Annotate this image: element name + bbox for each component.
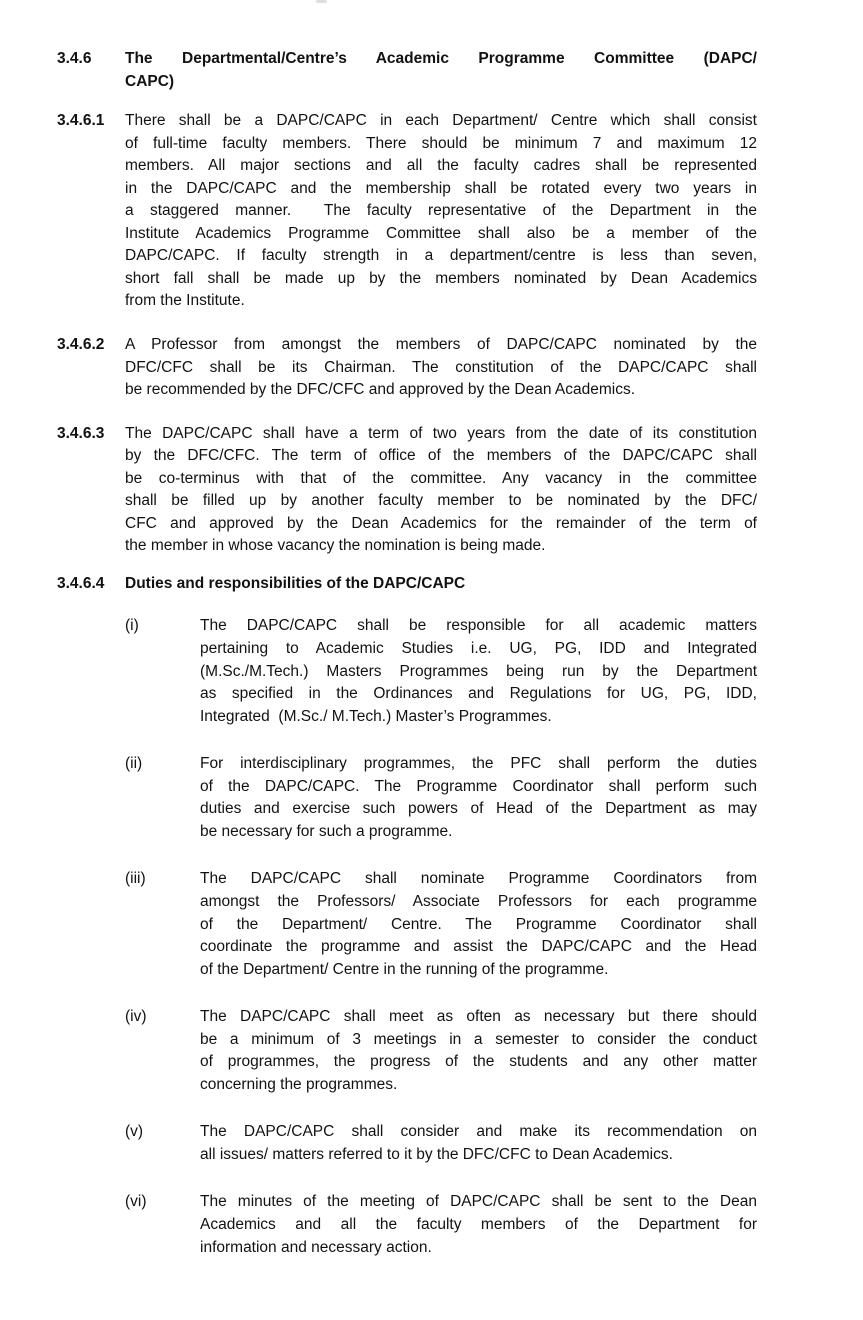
clause-line: DFC/CFC shall be its Chairman. The constitution of the DAPC/CAPC shall — [125, 358, 757, 376]
list-item-line: be necessary for such a programme. — [200, 822, 453, 840]
list-item-line: information and necessary action. — [200, 1238, 432, 1256]
clause-body — [125, 334, 757, 402]
clause-line: A Professor from amongst the members of DAPC/CAPC nominated by the — [125, 336, 757, 354]
list-item-line: Academics and all the faculty members of the Department for — [200, 1215, 757, 1233]
section-heading — [57, 48, 757, 93]
clause-line: short fall shall be made up by the members nominated by Dean Academics — [125, 269, 757, 287]
clause-line: The DAPC/CAPC shall have a term of two years from the date of its constitution — [125, 424, 757, 442]
section-heading-text — [125, 48, 757, 93]
clause-line: be recommended by the DFC/CFC and approved by the Dean Academics. — [125, 381, 636, 399]
list-item — [125, 1191, 757, 1259]
clause-body — [125, 423, 757, 558]
list-item-text — [200, 1006, 757, 1096]
clause-line: be co-terminus with that of the committee. Any vacancy in the committee — [125, 469, 757, 487]
list-item-text — [200, 868, 757, 981]
clause-line: from the Institute. — [125, 292, 245, 310]
list-item-marker: (v) — [125, 1123, 144, 1141]
clause-3-4-6-2 — [57, 334, 757, 402]
clause-line: the member in whose vacancy the nomination is being made. — [125, 537, 546, 555]
list-item-line: all issues/ matters referred to it by the DFC/CFC to Dean Academics. — [200, 1145, 673, 1163]
list-item — [125, 615, 757, 728]
clause-body — [125, 110, 757, 313]
list-item-marker: (iv) — [125, 1008, 147, 1026]
clause-line: CFC and approved by the Dean Academics for the remainder of the term of — [125, 514, 757, 532]
clause-line: in the DAPC/CAPC and the membership shall be rotated every two years in — [125, 179, 757, 197]
clause-3-4-6-4 — [57, 573, 757, 1259]
clause-line: of full-time faculty members. There should be minimum 7 and maximum 12 — [125, 134, 757, 152]
list-item — [125, 868, 757, 981]
list-item-text — [200, 1121, 757, 1166]
list-item-line: duties and exercise such powers of Head of the Department as may — [200, 800, 757, 818]
list-item-marker: (vi) — [125, 1193, 147, 1211]
clause-number: 3.4.6.3 — [57, 424, 105, 442]
list-item-text — [200, 615, 757, 728]
clause-line: There shall be a DAPC/CAPC in each Department/ Centre which shall consist — [125, 112, 757, 130]
list-item-line: of the Department/ Centre in the running of the programme. — [200, 960, 609, 978]
list-item-line: of programmes, the progress of the students and any other matter — [200, 1053, 757, 1071]
list-item-text — [200, 753, 757, 843]
list-item-line: For interdisciplinary programmes, the PFC shall perform the duties — [200, 755, 757, 773]
list-item-line: be a minimum of 3 meetings in a semester to consider the conduct — [200, 1030, 757, 1048]
list-item — [125, 1121, 757, 1166]
clause-line: by the DFC/CFC. The term of office of the members of the DAPC/CAPC shall — [125, 447, 757, 465]
list-item-line: The DAPC/CAPC shall meet as often as necessary but there should — [200, 1008, 757, 1026]
list-item-line: The DAPC/CAPC shall be responsible for all academic matters — [200, 617, 757, 635]
list-item-line: The DAPC/CAPC shall nominate Programme Coordinators from — [200, 870, 757, 888]
clause-line: Institute Academics Programme Committee shall also be a member of the — [125, 224, 757, 242]
page-content — [57, 48, 757, 1259]
list-item-line: pertaining to Academic Studies i.e. UG, PG, IDD and Integrated — [200, 640, 757, 658]
list-item-line: of the DAPC/CAPC. The Programme Coordinator shall perform such — [200, 777, 757, 795]
list-item-marker: (iii) — [125, 870, 146, 888]
list-item — [125, 1006, 757, 1096]
clause-number: 3.4.6.4 — [57, 574, 105, 592]
duties-list — [125, 615, 757, 1259]
clause-3-4-6-3 — [57, 423, 757, 558]
list-item-line: (M.Sc./M.Tech.) Masters Programmes being run by the Department — [200, 662, 757, 680]
list-item — [125, 753, 757, 843]
clause-line: a staggered manner. The faculty representative of the Department in the — [125, 202, 757, 220]
clause-body — [125, 573, 757, 1259]
list-item-marker: (ii) — [125, 755, 143, 773]
clause-line: DAPC/CAPC. If faculty strength in a department/centre is less than seven, — [125, 247, 757, 265]
clause-number: 3.4.6.2 — [57, 336, 105, 354]
list-item-marker: (i) — [125, 617, 139, 635]
list-item-line: as specified in the Ordinances and Regulations for UG, PG, IDD, — [200, 685, 757, 703]
section-number: 3.4.6 — [57, 50, 92, 67]
list-item-line: The DAPC/CAPC shall consider and make its recommendation on — [200, 1123, 757, 1141]
clause-title: Duties and responsibilities of the DAPC/CAPC — [125, 574, 466, 592]
clause-number: 3.4.6.1 — [57, 112, 105, 130]
clause-3-4-6-1 — [57, 110, 757, 313]
list-item-line: coordinate the programme and assist the DAPC/CAPC and the Head — [200, 938, 757, 956]
list-item-line: of the Department/ Centre. The Programme Coordinator shall — [200, 915, 757, 933]
list-item-line: amongst the Professors/ Associate Professors for each programme — [200, 892, 757, 910]
clause-line: members. All major sections and all the faculty cadres shall be represented — [125, 157, 757, 175]
list-item-line: Integrated (M.Sc./ M.Tech.) Master’s Programmes. — [200, 707, 552, 725]
clause-line: shall be filled up by another faculty member to be nominated by the DFC/ — [125, 492, 757, 510]
scan-artifact — [316, 0, 327, 3]
heading-line: CAPC) — [125, 72, 175, 90]
list-item-line: The minutes of the meeting of DAPC/CAPC shall be sent to the Dean — [200, 1193, 757, 1211]
list-item-text — [200, 1191, 757, 1259]
list-item-line: concerning the programmes. — [200, 1075, 398, 1093]
heading-line: The Departmental/Centre’s Academic Programme Committee (DAPC/ — [125, 50, 757, 67]
